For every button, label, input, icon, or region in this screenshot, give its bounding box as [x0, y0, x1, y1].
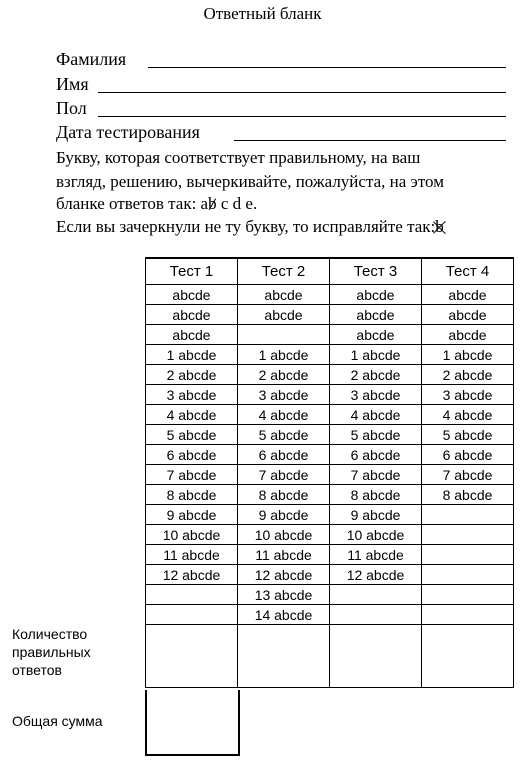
correct-count-cell[interactable] [330, 625, 422, 688]
answer-cell[interactable]: 6 abcde [330, 445, 422, 465]
surname-field [56, 49, 126, 70]
correct-count-row [146, 625, 514, 688]
instruction-line-2: взгляд, решению, вычеркивайте, пожалуйста, на этом [56, 172, 444, 191]
answer-cell[interactable]: abcde [422, 305, 514, 325]
answer-cell[interactable]: 11 abcde [238, 545, 330, 565]
answer-cell [330, 585, 422, 605]
test-date-label: Дата тестирования [56, 122, 200, 142]
header-test-1: Тест 1 [146, 258, 238, 285]
name-field [56, 74, 89, 95]
table-row [146, 345, 514, 365]
instruction-line-1: Букву, которая соответствует правильному, на ваш [56, 148, 421, 167]
gender-field [56, 98, 87, 119]
table-row [146, 605, 514, 625]
answer-table-body [146, 285, 514, 688]
header-test-2: Тест 2 [238, 258, 330, 285]
answer-cell[interactable]: 4 abcde [238, 405, 330, 425]
answer-cell[interactable]: 8 abcde [422, 485, 514, 505]
table-row [146, 505, 514, 525]
answer-cell[interactable]: 14 abcde [238, 605, 330, 625]
answer-cell[interactable]: 1 abcde [146, 345, 238, 365]
answer-cell[interactable]: 12 abcde [330, 565, 422, 585]
test-date-line[interactable] [234, 140, 506, 141]
instruction-line-4 [56, 215, 444, 239]
surname-label: Фамилия [56, 49, 127, 69]
example-prefix: бланке ответов так: a [56, 194, 209, 213]
answer-cell [422, 565, 514, 585]
table-row [146, 485, 514, 505]
answer-cell[interactable]: 4 abcde [330, 405, 422, 425]
answer-cell[interactable]: abcde [238, 285, 330, 305]
answer-cell[interactable]: abcde [330, 325, 422, 345]
answer-cell [146, 585, 238, 605]
correct-count-label [12, 625, 91, 679]
table-row [146, 465, 514, 485]
answer-cell[interactable]: 7 abcde [146, 465, 238, 485]
answer-cell[interactable]: 4 abcde [146, 405, 238, 425]
correct-count-label-line-2: правильных [12, 644, 91, 660]
page-title: Ответный бланк [203, 4, 322, 23]
table-row [146, 365, 514, 385]
answer-cell [238, 325, 330, 345]
answer-cell[interactable]: abcde [422, 285, 514, 305]
answer-cell[interactable]: 7 abcde [330, 465, 422, 485]
correct-count-cell[interactable] [238, 625, 330, 688]
answer-cell[interactable]: 7 abcde [422, 465, 514, 485]
correction-prefix: Если вы зачеркнули не ту букву, то исправляйте так: [56, 217, 436, 236]
example-suffix: c d e. [216, 194, 258, 213]
answer-cell[interactable]: 12 abcde [238, 565, 330, 585]
answer-cell[interactable]: 11 abcde [146, 545, 238, 565]
answer-cell [422, 585, 514, 605]
answer-table [145, 257, 514, 688]
answer-cell[interactable]: 10 abcde [238, 525, 330, 545]
test-date-field [56, 122, 200, 143]
answer-cell[interactable]: 10 abcde [146, 525, 238, 545]
name-line[interactable] [98, 92, 506, 93]
answer-cell[interactable]: abcde [146, 325, 238, 345]
answer-cell[interactable]: 11 abcde [330, 545, 422, 565]
header-test-3: Тест 3 [330, 258, 422, 285]
answer-cell[interactable]: 3 abcde [238, 385, 330, 405]
answer-cell[interactable]: 1 abcde [422, 345, 514, 365]
answer-cell[interactable]: abcde [330, 305, 422, 325]
table-row [146, 325, 514, 345]
header-test-4: Тест 4 [422, 258, 514, 285]
answer-cell[interactable]: abcde [238, 305, 330, 325]
answer-cell[interactable]: 3 abcde [146, 385, 238, 405]
table-header-row [146, 258, 514, 285]
answer-cell[interactable]: 8 abcde [330, 485, 422, 505]
answer-cell[interactable]: 7 abcde [238, 465, 330, 485]
table-row [146, 525, 514, 545]
correct-count-cell[interactable] [422, 625, 514, 688]
gender-line[interactable] [98, 116, 506, 117]
answer-cell[interactable]: 6 abcde [238, 445, 330, 465]
example-struck-letter: b [208, 192, 217, 216]
answer-cell[interactable]: 2 abcde [422, 365, 514, 385]
total-sum-box[interactable] [145, 690, 240, 756]
table-row [146, 425, 514, 445]
answer-cell[interactable]: 8 abcde [238, 485, 330, 505]
gender-label: Пол [56, 98, 87, 118]
table-row [146, 585, 514, 605]
answer-cell[interactable]: 2 abcde [146, 365, 238, 385]
answer-cell[interactable]: 2 abcde [238, 365, 330, 385]
table-row [146, 405, 514, 425]
answer-cell[interactable]: 6 abcde [146, 445, 238, 465]
surname-line[interactable] [148, 67, 506, 68]
answer-cell[interactable]: 2 abcde [330, 365, 422, 385]
table-row [146, 285, 514, 305]
answer-cell[interactable]: 5 abcde [330, 425, 422, 445]
answer-cell[interactable]: abcde [422, 325, 514, 345]
answer-cell [422, 605, 514, 625]
correct-count-label-line-1: Количество [12, 626, 88, 642]
answer-cell[interactable]: 9 abcde [146, 505, 238, 525]
answer-cell[interactable]: 9 abcde [330, 505, 422, 525]
instruction-line-3 [56, 192, 257, 216]
answer-cell[interactable]: abcde [330, 285, 422, 305]
table-row [146, 385, 514, 405]
answer-cell [422, 505, 514, 525]
answer-cell[interactable]: 9 abcde [238, 505, 330, 525]
answer-cell[interactable]: 10 abcde [330, 525, 422, 545]
answer-cell[interactable]: 6 abcde [422, 445, 514, 465]
answer-cell [330, 605, 422, 625]
answer-cell[interactable]: 1 abcde [238, 345, 330, 365]
correct-count-cell[interactable] [146, 625, 238, 688]
answer-cell[interactable]: 5 abcde [238, 425, 330, 445]
total-sum-label: Общая сумма [12, 713, 103, 729]
answer-cell[interactable]: 12 abcde [146, 565, 238, 585]
table-row [146, 565, 514, 585]
table-row [146, 545, 514, 565]
name-label: Имя [56, 74, 89, 94]
answer-cell[interactable]: 5 abcde [422, 425, 514, 445]
answer-cell[interactable]: abcde [146, 305, 238, 325]
example-crossed-letter: b [435, 215, 444, 239]
answer-cell [422, 545, 514, 565]
table-row [146, 445, 514, 465]
answer-cell[interactable]: abcde [146, 285, 238, 305]
answer-cell[interactable]: 3 abcde [422, 385, 514, 405]
table-row [146, 305, 514, 325]
correct-count-label-line-3: ответов [12, 662, 62, 678]
answer-cell[interactable]: 1 abcde [330, 345, 422, 365]
answer-cell[interactable]: 3 abcde [330, 385, 422, 405]
answer-cell [146, 605, 238, 625]
answer-cell [422, 525, 514, 545]
answer-cell[interactable]: 4 abcde [422, 405, 514, 425]
answer-cell[interactable]: 5 abcde [146, 425, 238, 445]
answer-cell[interactable]: 8 abcde [146, 485, 238, 505]
answer-cell[interactable]: 13 abcde [238, 585, 330, 605]
